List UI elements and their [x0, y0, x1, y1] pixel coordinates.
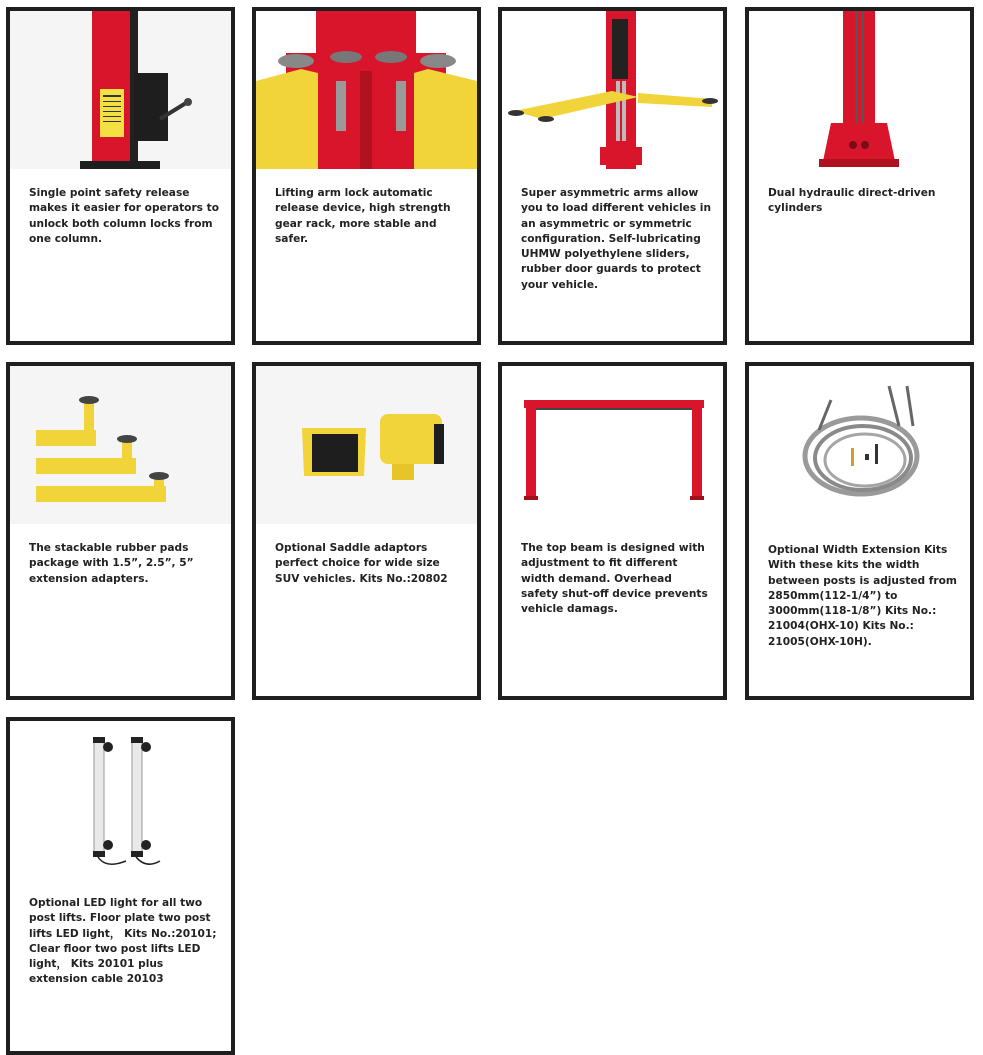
feature-card-safety-release — [6, 7, 235, 345]
feature-description: Optional Saddle adaptors perfect choice for wide size SUV vehicles. Kits No.:20802 — [275, 542, 448, 585]
feature-card-asymmetric-arms — [498, 7, 727, 345]
asymmetric-arms-image — [502, 11, 723, 169]
feature-card-top-beam — [498, 362, 727, 700]
cable-kit-image — [749, 366, 970, 524]
arm-lock-image — [256, 11, 477, 169]
feature-card-saddle-adaptors — [252, 362, 481, 700]
feature-card-hydraulic-cylinders — [745, 7, 974, 345]
feature-description: Optional Width Extension Kits With these kits the width between posts is adjusted from 2850mm(112-1/4”) to 3000mm(118-1/8”) Kits No.: 21004(OHX-10) Kits No.: 21005(OHX-10H). — [768, 544, 957, 648]
feature-description: Optional LED light for all two post lifts. Floor plate two post lifts LED light， Kits No.:20101; Clear floor two post lifts LED light， Kits 20101 plus extension cable 20103 — [29, 897, 217, 986]
hydraulic-cylinder-image — [749, 11, 970, 169]
safety-release-column-image — [10, 11, 231, 169]
feature-card-rubber-pads — [6, 362, 235, 700]
feature-description: Lifting arm lock automatic release device, high strength gear rack, more stable and safer. — [275, 187, 451, 245]
top-beam-image — [502, 366, 723, 524]
feature-card-led-light — [6, 717, 235, 1055]
feature-description: Dual hydraulic direct-driven cylinders — [768, 187, 936, 215]
feature-card-arm-lock — [252, 7, 481, 345]
feature-description: Single point safety release makes it easier for operators to unlock both column locks from one column. — [29, 187, 219, 245]
feature-description: The stackable rubber pads package with 1.5”, 2.5”, 5” extension adapters. — [29, 542, 194, 585]
led-light-image — [10, 721, 231, 879]
feature-description: The top beam is designed with adjustment to fit different width demand. Overhead safety shut-off device prevents vehicle damags. — [521, 542, 708, 616]
feature-card-width-extension — [745, 362, 974, 700]
feature-description: Super asymmetric arms allow you to load different vehicles in an asymmetric or symmetric configuration. Self-lubricating UHMW polyethylene sliders, rubber door guards to protect your vehicle. — [521, 187, 711, 291]
saddle-adaptors-image — [256, 366, 477, 524]
stackable-pads-image — [10, 366, 231, 524]
